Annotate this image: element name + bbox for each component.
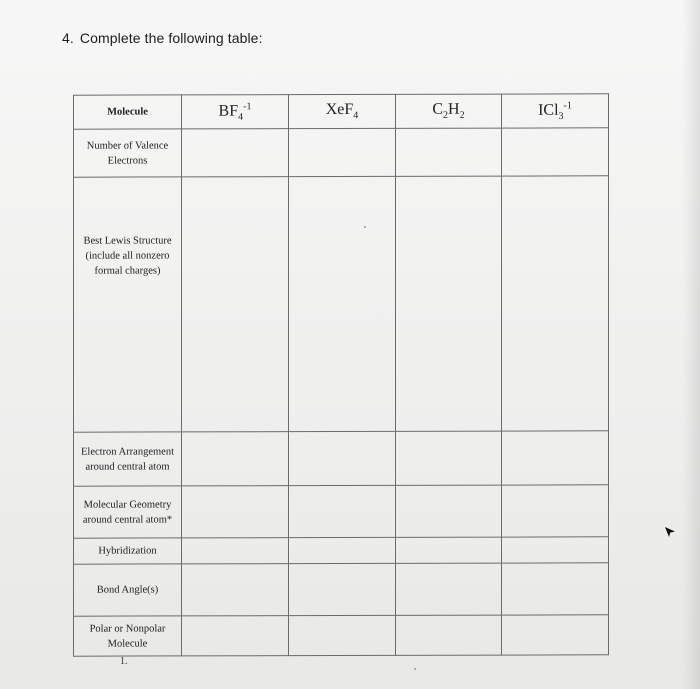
answer-cell[interactable] [502,563,609,615]
header-row [74,94,609,129]
answer-cell[interactable] [502,485,609,537]
table-row [74,537,609,564]
row-label-bond-angles: Bond Angle(s) [74,564,182,616]
answer-cell[interactable] [182,432,289,486]
answer-cell[interactable] [182,616,289,656]
answer-cell[interactable] [502,537,609,563]
answer-cell[interactable] [502,128,609,176]
answer-cell[interactable] [182,538,289,564]
paper-speck [414,668,416,670]
table-row [74,615,609,656]
answer-cell[interactable] [289,615,396,655]
table-row [74,563,609,616]
answer-cell[interactable] [182,486,289,538]
row-label-electron-arrangement: Electron Arrangement around central atom [74,432,182,486]
arrow-pointer-icon [664,526,676,538]
row-label-lewis-structure: Best Lewis Structure (include all nonzero formal charges) [74,177,182,432]
answer-cell[interactable] [396,176,502,431]
column-header-c2h2: $C_2H_2$ [396,94,502,128]
table-row [74,128,609,177]
answer-cell[interactable] [182,564,289,616]
answer-cell[interactable] [396,563,502,615]
table-row [74,485,609,538]
column-header-xef4: XeF$_4$ [289,94,396,128]
row-label-polarity: Polar or Nonpolar Molecule [74,616,182,656]
question-number: 4. [62,30,74,46]
corner-label: Molecule [74,95,182,129]
paper-speck [364,226,366,228]
row-label-hybridization: Hybridization [74,538,182,564]
answer-cell[interactable] [396,537,502,563]
question-heading [62,30,263,46]
answer-cell[interactable] [289,563,396,615]
column-header-bf4: $BF_4^{-1}$ [182,95,289,129]
question-text: Complete the following table: [79,30,263,46]
answer-cell[interactable] [182,129,289,177]
row-label-molecular-geometry: Molecular Geometry around central atom* [74,486,182,538]
answer-cell[interactable] [396,431,502,485]
answer-cell[interactable] [289,537,396,563]
answer-cell[interactable] [289,128,396,176]
answer-cell[interactable] [396,615,502,655]
page-edge-shadow [682,0,700,689]
footnote-mark: 1. [120,656,128,667]
column-header-icl3: ICl$_3^{-1}$ [502,94,609,128]
answer-cell[interactable] [182,177,289,432]
answer-cell[interactable] [502,176,609,431]
table-row [74,176,609,432]
row-label-valence-electrons: Number of Valence Electrons [74,129,182,177]
answer-cell[interactable] [289,485,396,537]
answer-cell[interactable] [502,615,609,655]
answer-cell[interactable] [289,431,396,485]
molecule-table [73,93,609,656]
answer-cell[interactable] [396,128,502,176]
answer-cell[interactable] [396,485,502,537]
answer-cell[interactable] [289,176,396,431]
table-row [74,431,609,486]
answer-cell[interactable] [502,431,609,485]
